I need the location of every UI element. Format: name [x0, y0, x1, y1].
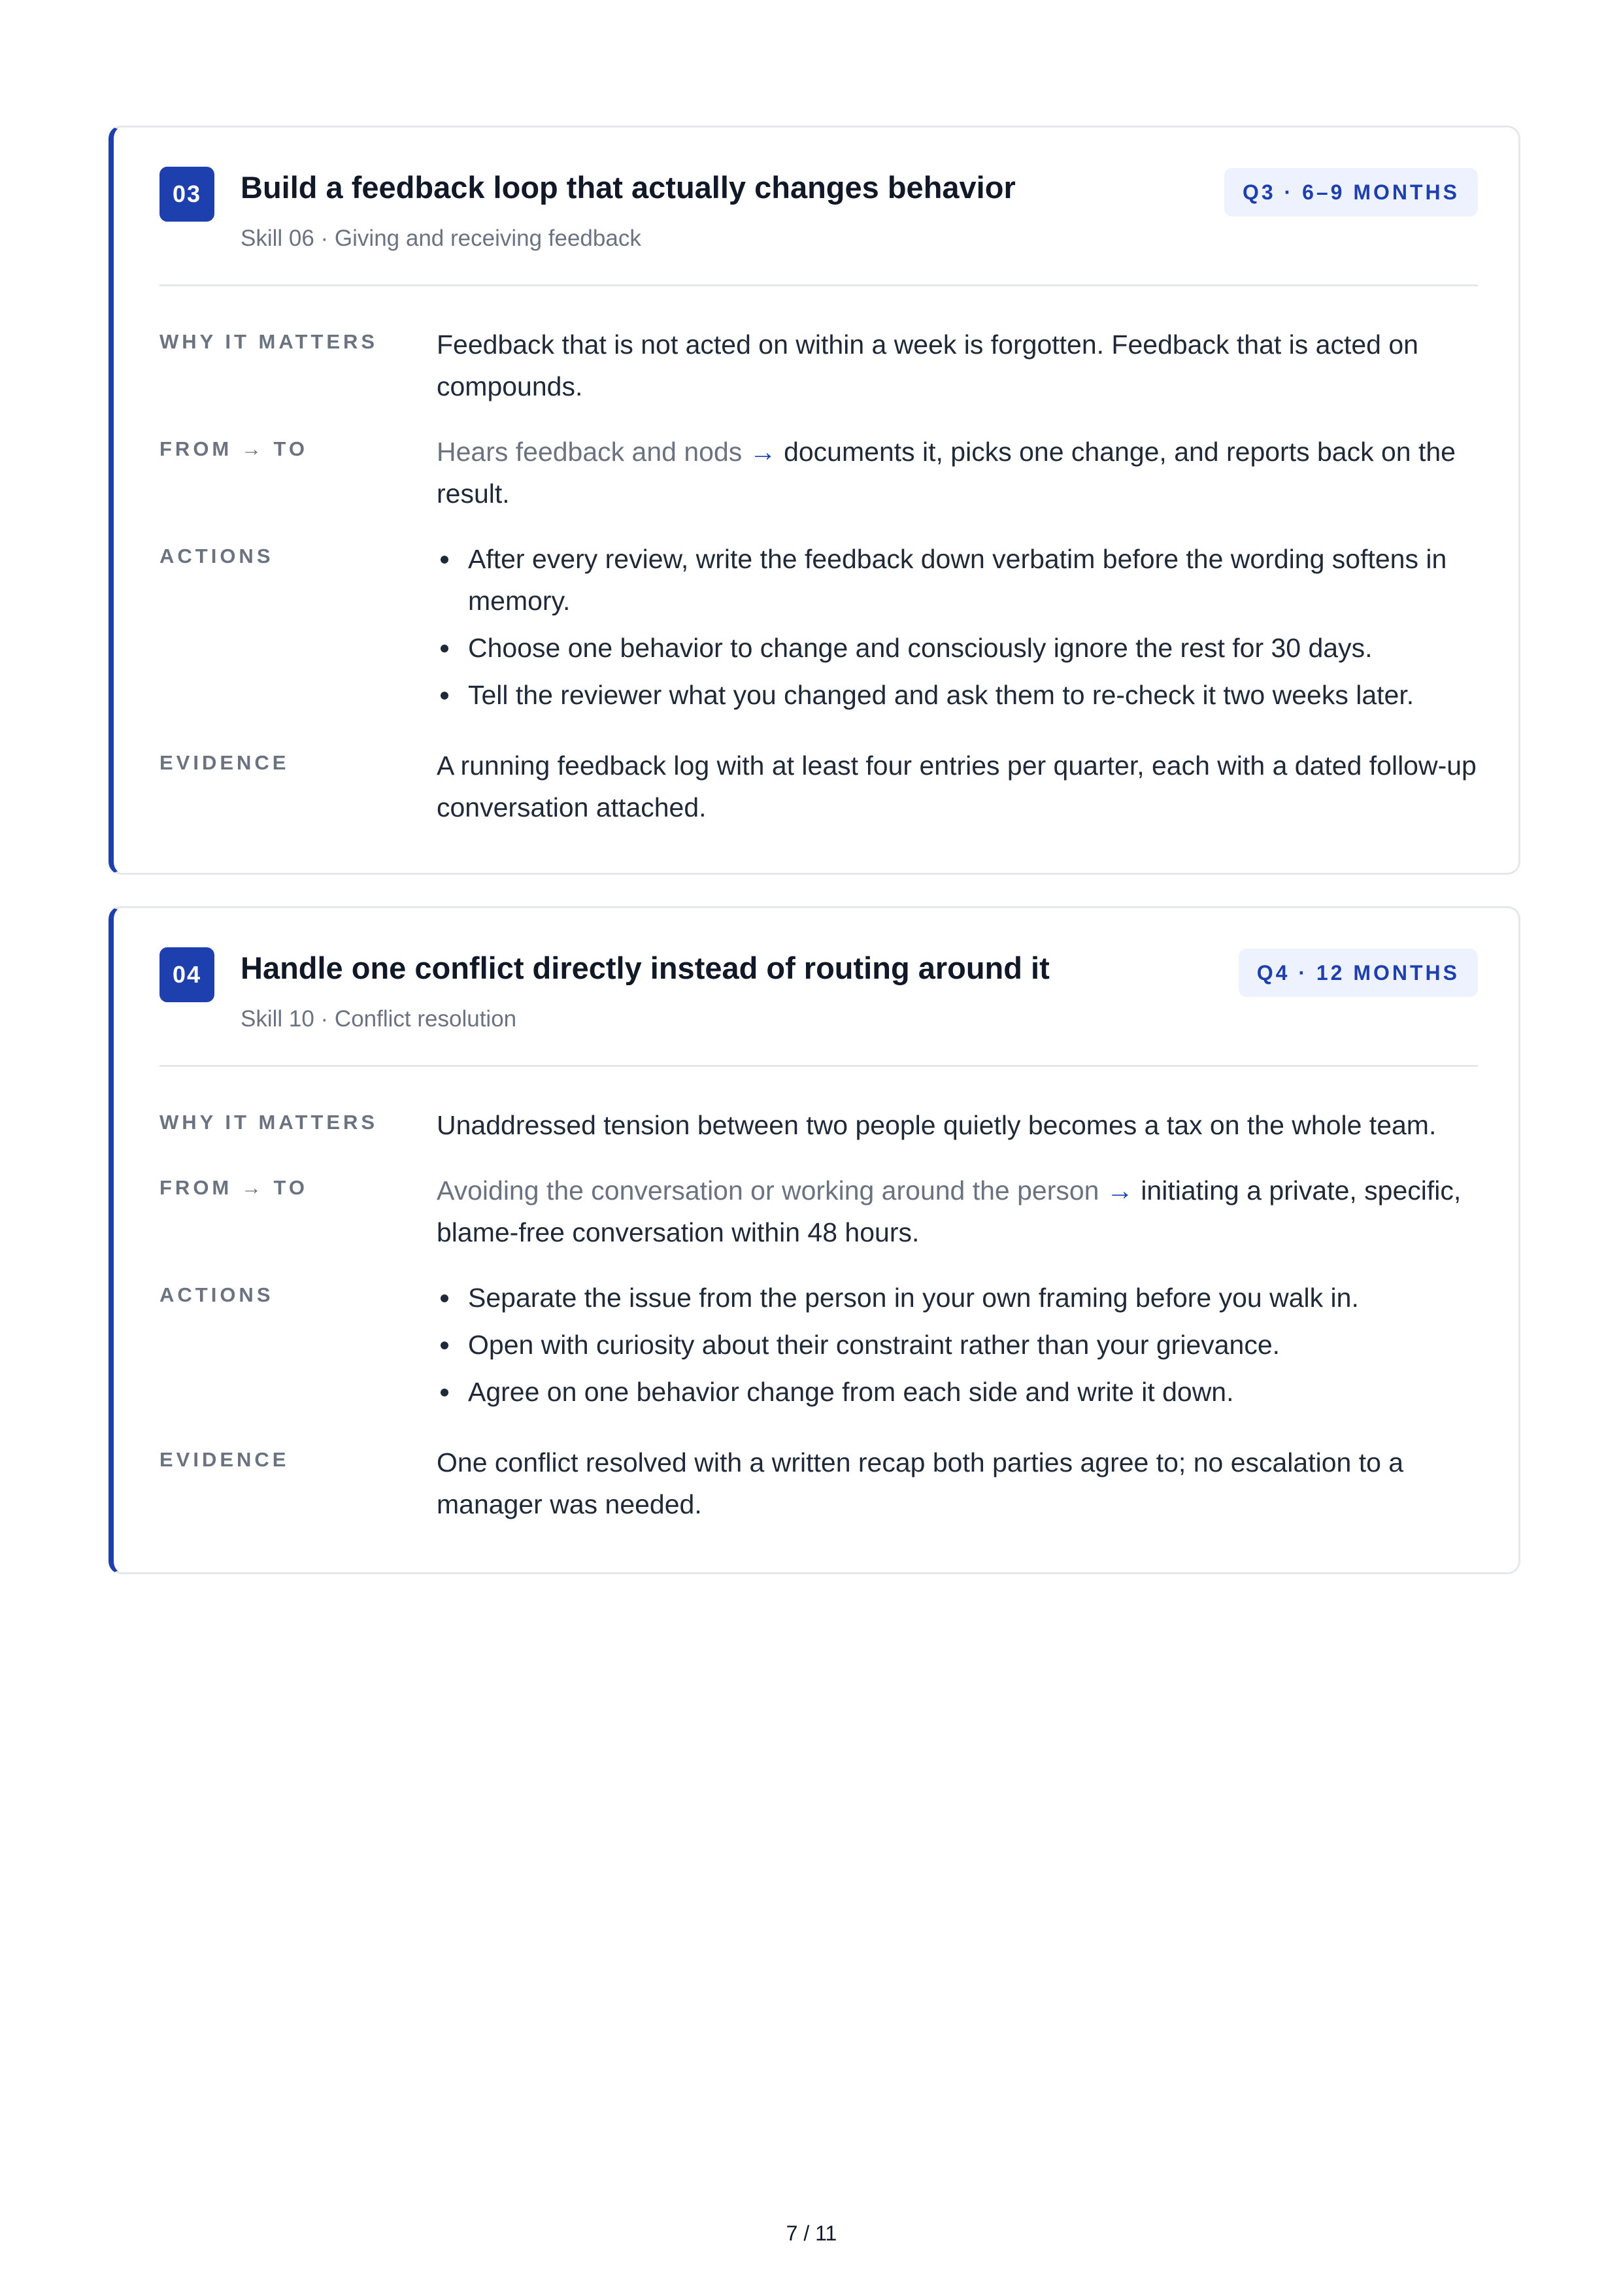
actions-list [437, 1277, 1478, 1413]
why-it-matters-row [159, 324, 1478, 407]
evidence-row [159, 745, 1478, 828]
action-item: Separate the issue from the person in your own framing before you walk in. [437, 1277, 1478, 1319]
timeline-badge: Q3 · 6–9 MONTHS [1224, 168, 1478, 216]
row-label: WHY IT MATTERS [159, 330, 378, 353]
from-text: Hears feedback and nods [437, 437, 743, 467]
goal-skill-subtitle: Skill 10 · Conflict resolution [241, 1006, 517, 1032]
row-label: FROM → TO [159, 1176, 308, 1199]
action-item: Agree on one behavior change from each side and write it down. [437, 1371, 1478, 1413]
goal-details [159, 324, 1478, 852]
from-to-text [437, 1170, 1478, 1253]
actions-list [437, 538, 1478, 716]
goal-number-badge: 04 [159, 947, 214, 1002]
timeline-badge: Q4 · 12 MONTHS [1239, 949, 1478, 997]
goal-details [159, 1104, 1478, 1549]
evidence-text: One conflict resolved with a written recap both parties agree to; no escalation to a manager was needed. [437, 1447, 1404, 1519]
action-item: Choose one behavior to change and consciously ignore the rest for 30 days. [437, 627, 1478, 669]
arrow-right-icon: → [1106, 1175, 1133, 1206]
action-item: Tell the reviewer what you changed and ask them to re-check it two weeks later. [437, 674, 1478, 716]
divider [159, 1065, 1478, 1067]
goal-number-badge: 03 [159, 167, 214, 222]
goal-title: Build a feedback loop that actually changes behavior [241, 170, 1016, 205]
why-it-matters-text: Unaddressed tension between two people quietly becomes a tax on the whole team. [437, 1110, 1437, 1140]
arrow-right-icon: → [749, 437, 777, 467]
row-label: WHY IT MATTERS [159, 1111, 378, 1134]
action-item: Open with curiosity about their constraint rather than your grievance. [437, 1324, 1478, 1366]
divider [159, 284, 1478, 286]
from-to-row [159, 431, 1478, 515]
row-label: FROM → TO [159, 437, 308, 460]
action-item: After every review, write the feedback down verbatim before the wording softens in memory. [437, 538, 1478, 622]
goal-card [109, 906, 1520, 1574]
from-to-row [159, 1170, 1478, 1253]
row-label: ACTIONS [159, 545, 274, 567]
goal-title: Handle one conflict directly instead of routing around it [241, 951, 1050, 985]
evidence-text: A running feedback log with at least four entries per quarter, each with a dated follow-up conversation attached. [437, 751, 1477, 822]
row-label: EVIDENCE [159, 751, 290, 774]
actions-row [159, 538, 1478, 721]
goal-skill-subtitle: Skill 06 · Giving and receiving feedback [241, 226, 641, 251]
why-it-matters-text: Feedback that is not acted on within a week is forgotten. Feedback that is acted on compounds. [437, 329, 1418, 401]
page-number: 7 / 11 [786, 2221, 837, 2245]
from-to-text [437, 431, 1478, 515]
why-it-matters-row [159, 1104, 1478, 1146]
from-text: Avoiding the conversation or working around the person [437, 1175, 1099, 1206]
row-label: EVIDENCE [159, 1448, 290, 1471]
goal-card [109, 126, 1520, 875]
row-label: ACTIONS [159, 1283, 274, 1306]
to-text: initiating a private, specific, blame-free conversation within 48 hours. [437, 1175, 1462, 1247]
to-text: documents it, picks one change, and reports back on the result. [437, 437, 1456, 509]
actions-row [159, 1277, 1478, 1418]
evidence-row [159, 1442, 1478, 1525]
